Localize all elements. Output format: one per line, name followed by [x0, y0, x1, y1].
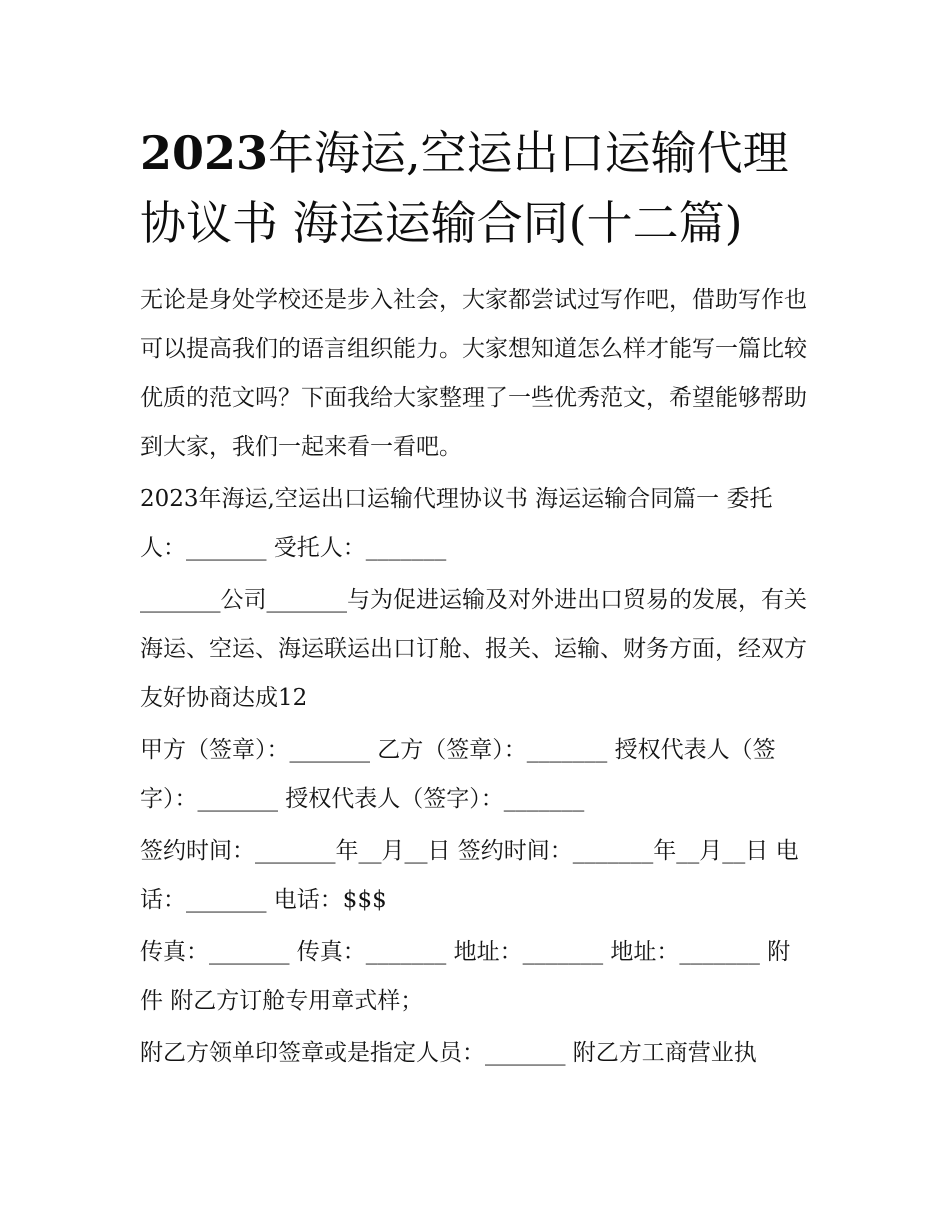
paragraph-3: 甲方（签章）：_______ 乙方（签章）：_______ 授权代表人（签字）：_______ 授权代表人（签字）：_______: [140, 737, 776, 812]
document-title: [140, 118, 812, 258]
paragraph-6: 附乙方领单印签章或是指定人员：_______ 附乙方工商营业执: [140, 1040, 757, 1066]
title-year: 2023: [140, 126, 269, 180]
paragraph-5: 传真：_______ 传真：_______ 地址：_______ 地址：_______ 附件 附乙方订舱专用章式样；: [140, 939, 791, 1014]
paragraph-4: 签约时间：_______年__月__日 签约时间：_______年__月__日 电话：_______ 电话：$$$: [140, 838, 799, 913]
title-text: 年海运,空运出口运输代理协议书 海运运输合同(十二篇): [140, 126, 789, 250]
paragraph-2: _______公司_______与为促进运输及对外进出口贸易的发展，有关海运、空运、海运联运出口订舱、报关、运输、财务方面，经双方友好协商达成12: [140, 587, 807, 711]
intro-paragraph: 无论是身处学校还是步入社会，大家都尝试过写作吧，借助写作也可以提高我们的语言组织能力。大家想知道怎么样才能写一篇比较优质的范文吗？下面我给大家整理了一些优秀范文，希望能够帮助到大家，我们一起来看一看吧。: [140, 287, 807, 460]
paragraph-1: 2023年海运,空运出口运输代理协议书 海运运输合同篇一 委托人：_______ 受托人：_______: [140, 486, 773, 561]
document-content: [140, 118, 812, 1078]
